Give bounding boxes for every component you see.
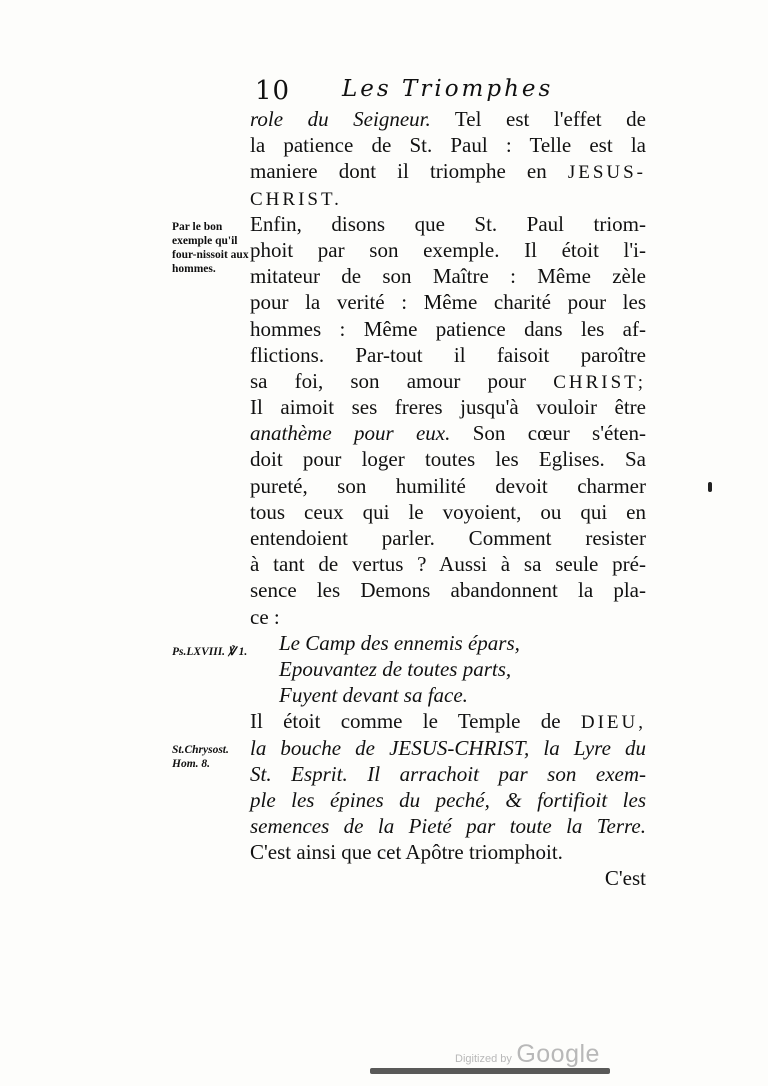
text-segment: pureté, son humilité devoit charmer (250, 473, 646, 498)
text-segment: la bouche de JESUS-CHRIST, la Lyre du (250, 735, 646, 760)
text-line (250, 368, 646, 394)
margin-note-psalm: Ps.LXVIII. ℣ 1. (172, 646, 248, 658)
text-segment: doit pour loger toutes les Eglises. Sa (250, 447, 646, 472)
text-line (250, 394, 646, 420)
margin-note-chrysostom: St.Chrysost. Hom. 8. (172, 744, 229, 770)
text-segment: tous ceux qui le voyoient, ou qui en (250, 499, 646, 524)
text-line (250, 761, 646, 787)
text-line (250, 708, 646, 734)
text-segment: Epouvantez de toutes parts, (279, 656, 512, 681)
verse-line (250, 682, 646, 708)
text-line (250, 342, 646, 368)
text-segment: Il étoit comme le Temple de (250, 709, 581, 734)
text-line (250, 211, 646, 237)
text-segment: DIEU, (580, 712, 646, 734)
text-line (250, 813, 646, 839)
text-segment: phoit par son exemple. Il étoit l'i- (250, 237, 646, 262)
text-segment: à tant de vertus ? Aussi à sa seule pré- (250, 552, 646, 577)
catchword (250, 865, 646, 891)
verse-line (250, 630, 646, 656)
text-line (250, 158, 646, 184)
text-segment: Tel est l'effet de (430, 107, 646, 131)
text-segment: entendoient parler. Comment resister (250, 526, 646, 550)
text-segment: mitateur de son Maître : Même zèle (250, 264, 646, 289)
page-number: 10 (255, 76, 291, 106)
text-line (250, 735, 646, 761)
text-segment: Enfin, disons que St. Paul triom- (250, 211, 646, 236)
text-segment: CHRIST. (250, 188, 342, 210)
text-line (250, 839, 646, 865)
text-line (250, 237, 646, 263)
text-line (250, 577, 646, 603)
text-line (250, 787, 646, 813)
text-line (250, 525, 646, 551)
text-segment: C'est (604, 866, 646, 891)
watermark-prefix: Digitized by (455, 1053, 512, 1065)
verse-line (250, 656, 646, 682)
text-segment: St. Esprit. Il arrachoit par son exem- (250, 761, 646, 786)
text-segment: Fuyent devant sa face. (279, 683, 468, 708)
text-line (250, 604, 646, 630)
text-segment: Le Camp des ennemis épars, (279, 630, 520, 655)
text-segment: semences de la Pieté par toute la Terre. (250, 814, 646, 839)
body-text (250, 106, 646, 892)
text-segment: Son cœur s'éten- (450, 421, 646, 446)
margin-note-exemple: Par le bon exemple qu'il four-nissoit aux hommes. (172, 221, 249, 275)
text-line (250, 316, 646, 342)
text-segment: ce : (250, 604, 280, 629)
text-segment: maniere dont il triomphe en (250, 159, 568, 184)
watermark-brand: Google (516, 1040, 600, 1068)
text-segment: role du Seigneur. (250, 107, 431, 131)
text-segment: hommes : Même patience dans les af- (250, 316, 646, 341)
text-segment: sence les Demons abandonnent la pla- (250, 578, 646, 603)
text-segment: sa foi, son amour pour (250, 368, 554, 393)
text-line (250, 185, 646, 211)
running-title: Les Triomphes (342, 76, 554, 102)
text-segment: la patience de St. Paul : Telle est la (250, 133, 646, 158)
text-line (250, 106, 646, 132)
text-segment: CHRIST; (553, 371, 646, 393)
text-segment: C'est ainsi que cet Apôtre triomphoit. (250, 840, 563, 865)
text-line (250, 473, 646, 499)
text-segment: flictions. Par-tout il faisoit paroître (250, 342, 646, 367)
text-line (250, 132, 646, 158)
text-segment: pour la verité : Même charité pour les (250, 290, 646, 315)
text-line (250, 551, 646, 577)
text-line (250, 420, 646, 446)
text-segment: anathème pour eux. (250, 421, 451, 446)
digitized-watermark (455, 1040, 600, 1069)
text-segment: JESUS- (567, 162, 646, 184)
ink-speck (708, 482, 712, 492)
scan-artifact (370, 1068, 610, 1074)
text-line (250, 263, 646, 289)
text-segment: Il aimoit ses freres jusqu'à vouloir être (250, 395, 646, 420)
text-line (250, 499, 646, 525)
text-line (250, 289, 646, 315)
text-line (250, 446, 646, 472)
text-segment: ple les épines du peché, & fortifioit les (250, 787, 646, 812)
